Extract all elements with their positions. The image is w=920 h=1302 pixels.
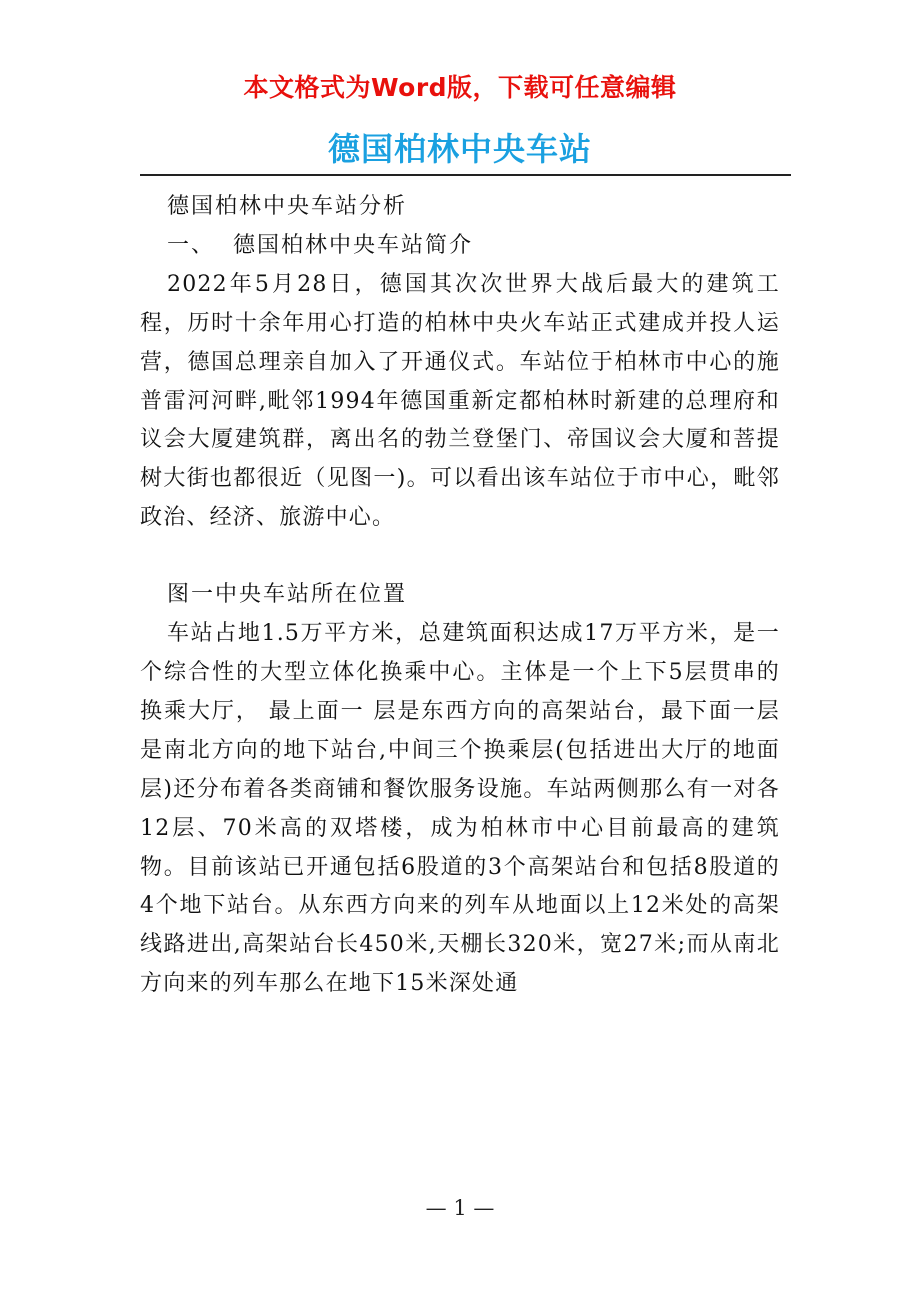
section-heading: 德国柏林中央车站分析 (167, 194, 408, 219)
page-number: — 1 — (425, 1196, 495, 1220)
document-body (140, 188, 780, 1004)
title-divider (140, 174, 791, 176)
download-notice-banner: 本文格式为Word版，下载可任意编辑 (243, 73, 677, 102)
paragraph-details: 车站占地1.5万平方米，总建筑面积达成17万平方米，是一个综合性的大型立体化换乘中心。主体是一个上下5层贯串的换乘大厅， 最上面一 层是东西方向的高架站台，最下面一层是南北方向的地下站台,中间三个换乘层(包括进出大厅的地面层)还分布着各类商铺和餐饮服务设施。车站两侧那么有一对各12层、70米高的双塔楼，成为柏林市中心目前最高的建筑物。目前该站已开通包括6股道的3个高架站台和包括8股道的4个地下站台。从东西方向来的列车从地面以上12米处的高架线路进出,高架站台长450米,天棚长320米，宽27米;而从南北方向来的列车那么在地下15米深处通 (140, 621, 780, 997)
document-title: 德国柏林中央车站 (327, 130, 592, 168)
sub-heading: 一、 德国柏林中央车站简介 (167, 232, 473, 258)
figure-caption: 图一中央车站所在位置 (167, 582, 408, 608)
paragraph-intro: 2022年5月28日，德国其次次世界大战后最大的建筑工程，历时十余年用心打造的柏林中央火车站正式建成并投人运营，德国总理亲自加入了开通仪式。车站位于柏林市中心的施普雷河河畔,毗邻1994年德国重新定都柏林时新建的总理府和议会大厦建筑群，离出名的勃兰登堡门、帝国议会大厦和菩提树大街也都很近（见图一)。可以看出该车站位于市中心，毗邻政治、经济、旅游中心。 (140, 271, 780, 531)
